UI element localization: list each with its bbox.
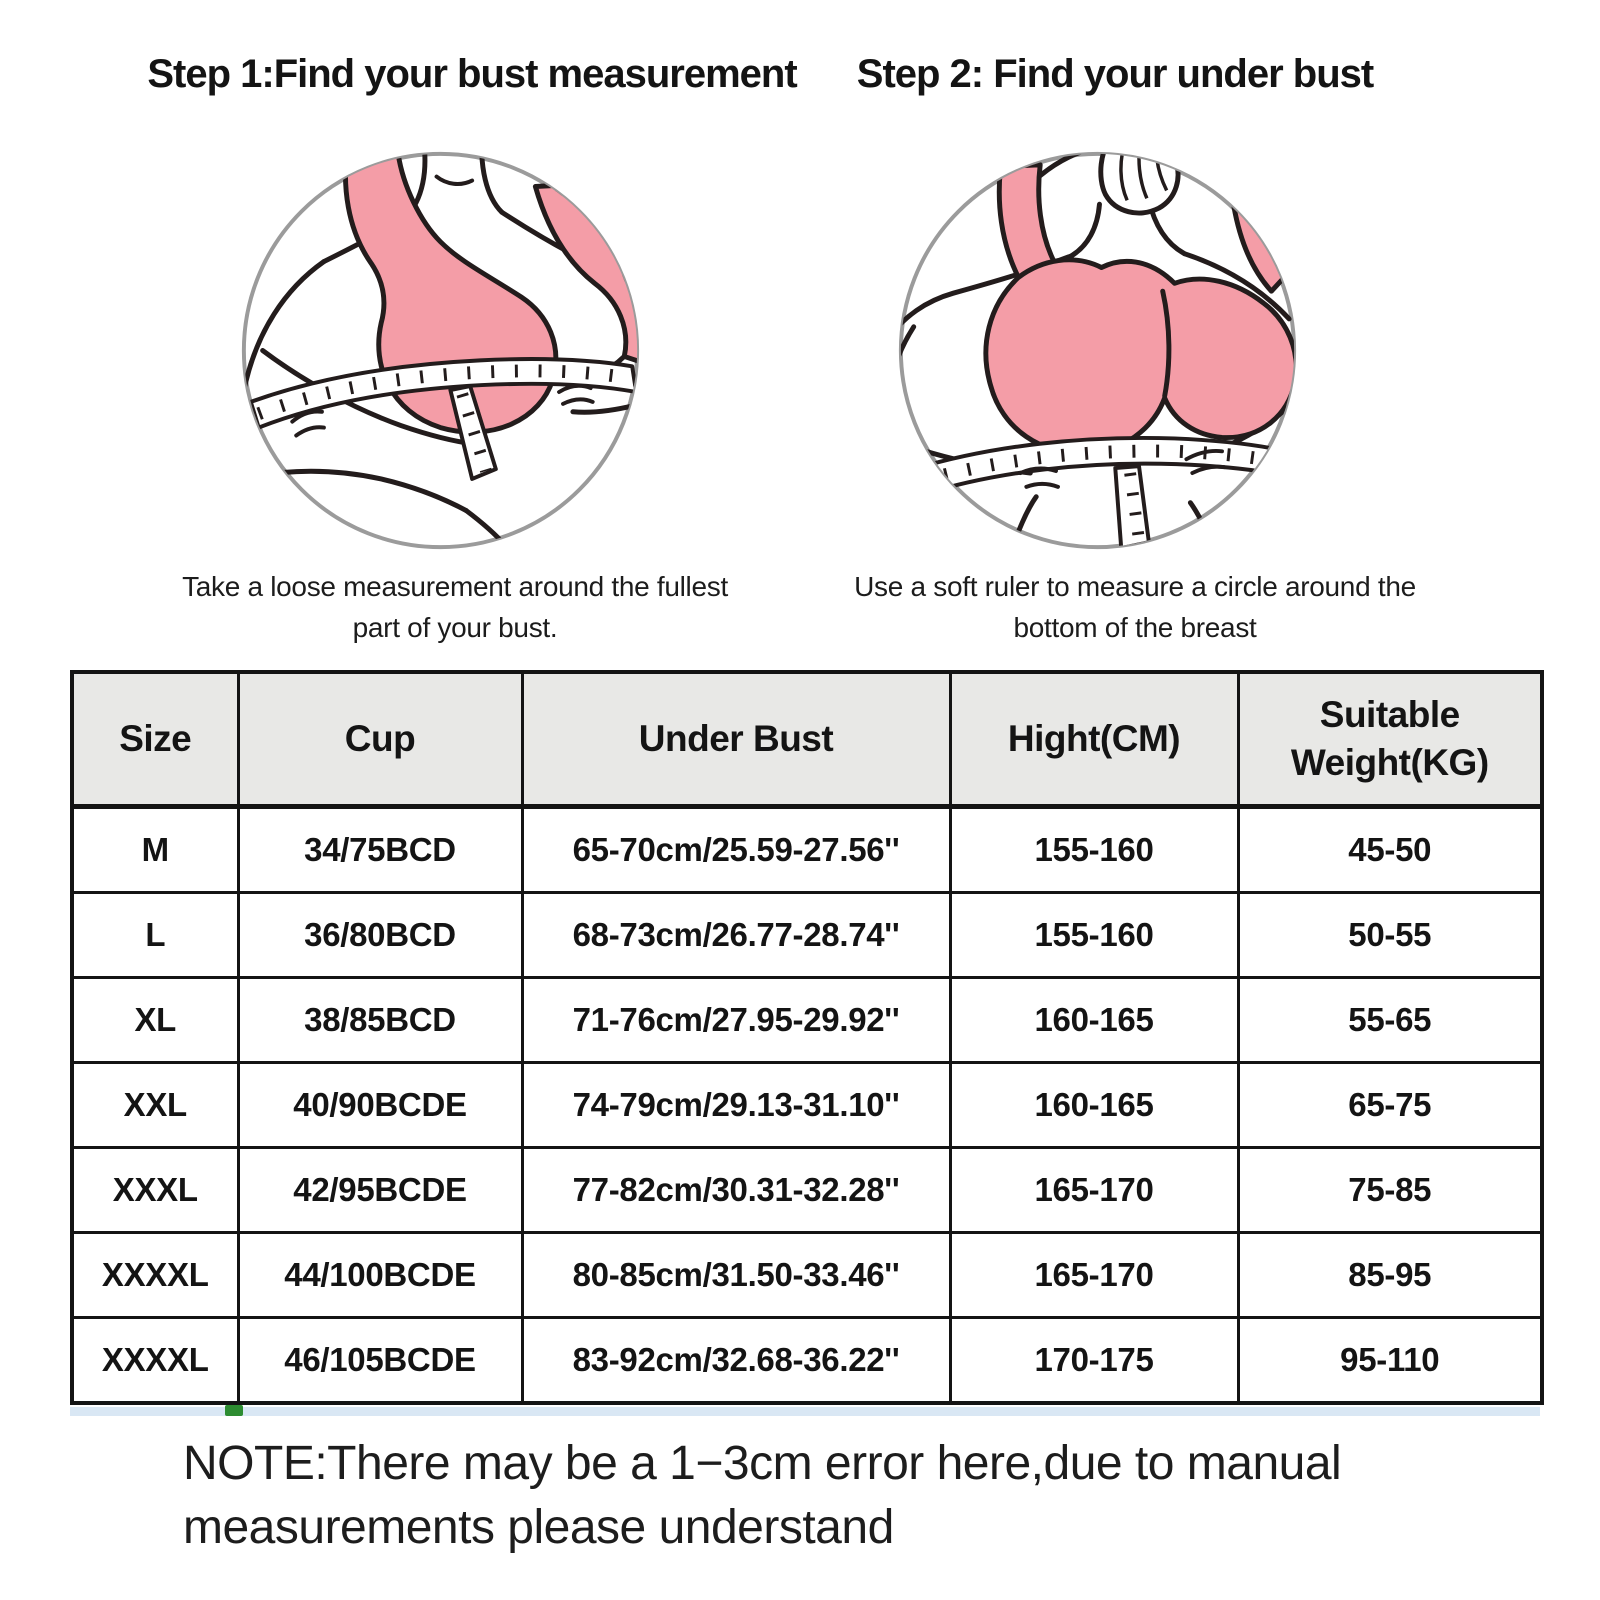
table-cell: 65-75: [1238, 1063, 1542, 1148]
table-cell: 77-82cm/30.31-32.28'': [522, 1148, 950, 1233]
step2-title: Step 2: Find your under bust: [856, 52, 1374, 96]
note-line2: measurements please understand: [183, 1501, 894, 1554]
table-cell: 65-70cm/25.59-27.56'': [522, 807, 950, 893]
table-cell: 75-85: [1238, 1148, 1542, 1233]
table-cell: 85-95: [1238, 1233, 1542, 1318]
table-row-3: [72, 1063, 1542, 1148]
table-cell: 170-175: [950, 1318, 1238, 1404]
table-cell: XXXXL: [72, 1318, 238, 1404]
table-cell: 74-79cm/29.13-31.10'': [522, 1063, 950, 1148]
under-bust-measure-illustration: [890, 143, 1305, 558]
size-table-header-row: [72, 672, 1542, 807]
table-cell: 160-165: [950, 978, 1238, 1063]
table-cell: 71-76cm/27.95-29.92'': [522, 978, 950, 1063]
step1-caption: [155, 566, 755, 648]
table-cell: 55-65: [1238, 978, 1542, 1063]
table-cell: XL: [72, 978, 238, 1063]
table-cell: XXXL: [72, 1148, 238, 1233]
bust-measure-illustration: [233, 143, 648, 558]
table-cell: 80-85cm/31.50-33.46'': [522, 1233, 950, 1318]
table-cell: 44/100BCDE: [238, 1233, 522, 1318]
step2-caption-line2: bottom of the breast: [1013, 612, 1257, 643]
note-text: [183, 1432, 1483, 1560]
table-row-0: [72, 807, 1542, 893]
table-cell: 160-165: [950, 1063, 1238, 1148]
size-table-body: [72, 807, 1542, 1404]
table-cell: 40/90BCDE: [238, 1063, 522, 1148]
size-chart-table: [70, 670, 1544, 1405]
table-cell: 42/95BCDE: [238, 1148, 522, 1233]
table-cell: 155-160: [950, 893, 1238, 978]
bust-measure-icon: [233, 143, 648, 558]
table-cell: XXL: [72, 1063, 238, 1148]
table-cell: XXXXL: [72, 1233, 238, 1318]
step1-title: Step 1:Find your bust measurement: [147, 52, 797, 96]
table-row-4: [72, 1148, 1542, 1233]
under-bust-measure-icon: [890, 143, 1305, 558]
step2-caption: [835, 566, 1435, 648]
table-cell: 34/75BCD: [238, 807, 522, 893]
table-cell: 165-170: [950, 1148, 1238, 1233]
table-cell: L: [72, 893, 238, 978]
table-cell: 46/105BCDE: [238, 1318, 522, 1404]
table-row-6: [72, 1318, 1542, 1404]
table-cell: 95-110: [1238, 1318, 1542, 1404]
header-cell-3: Hight(CM): [950, 672, 1238, 807]
green-marker: [225, 1405, 243, 1416]
table-cell: 68-73cm/26.77-28.74'': [522, 893, 950, 978]
note-line1: NOTE:There may be a 1−3cm error here,due to manual: [183, 1437, 1342, 1490]
table-cell: 155-160: [950, 807, 1238, 893]
table-row-1: [72, 893, 1542, 978]
table-cell: 38/85BCD: [238, 978, 522, 1063]
table-cell: 36/80BCD: [238, 893, 522, 978]
table-row-5: [72, 1233, 1542, 1318]
header-cell-2: Under Bust: [522, 672, 950, 807]
table-cell: 83-92cm/32.68-36.22'': [522, 1318, 950, 1404]
step1-caption-line2: part of your bust.: [352, 612, 558, 643]
table-cell: 45-50: [1238, 807, 1542, 893]
step2-caption-line1: Use a soft ruler to measure a circle around the: [854, 571, 1416, 602]
table-cell: 50-55: [1238, 893, 1542, 978]
table-cell: 165-170: [950, 1233, 1238, 1318]
header-cell-1: Cup: [238, 672, 522, 807]
header-cell-0: Size: [72, 672, 238, 807]
table-row-2: [72, 978, 1542, 1063]
header-cell-4: Suitable Weight(KG): [1238, 672, 1542, 807]
table-cell: M: [72, 807, 238, 893]
cutoff-table-row: [70, 1407, 1540, 1416]
step1-caption-line1: Take a loose measurement around the fullest: [182, 571, 728, 602]
